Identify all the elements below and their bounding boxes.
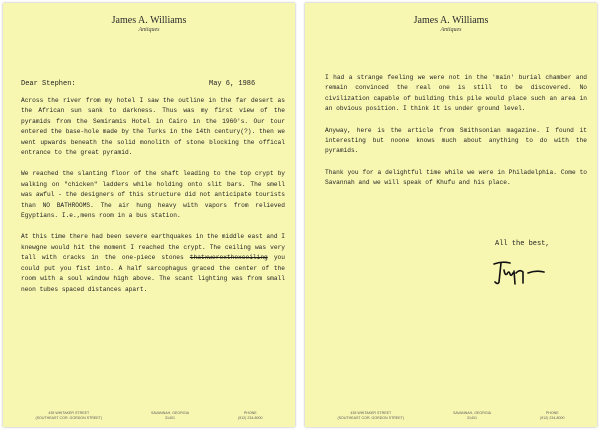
signature-image (490, 258, 550, 286)
paragraph: We reached the slanting floor of the shaft leading to the top crypt by walking on "chicken" ladders while holding onto slit bars. The smell was awful - the designers of this structure did not anticipate tourists than NO BATHROOMS. The air hung heavy with vapors from relieved Egyptians. I.e.,mens room in a bus station. (21, 170, 285, 220)
footer-phone: PHONE (912) 234-8000 (237, 411, 263, 420)
struck-out-text: thatxwerexthexceiling (189, 254, 268, 262)
paragraph-text: At this time there had been severe earthquakes in the middle east and I knewgne would hit the moment I reached the crypt. The ceiling was very tall with cracks in the one-piece stones (21, 233, 285, 262)
letterhead-subtitle: Antiques (440, 27, 462, 33)
letter-body-page-1 (21, 96, 285, 306)
letterhead-name: James A. Williams (111, 15, 187, 26)
letter-page-1 (3, 3, 295, 427)
letter-page-2 (305, 3, 597, 427)
closing: All the best, (495, 240, 550, 248)
paragraph-text: you could put you fist into. A half sarcophagus graced the center of the room with a soul window high above. The scant lighting was from small neon tubes spaced distances apart. (21, 254, 285, 293)
paragraph: Thank you for a delightful time while we were in Philadelphia. Come to Savannah and we will speak of Khufu and his place. (325, 168, 587, 187)
letter-date: May 6, 1986 (209, 80, 256, 88)
footer-address: 435 WHITAKER STREET (SOUTHEAST COR. GORDON STREET) (35, 411, 103, 420)
letter-body-page-2 (325, 73, 587, 200)
footer-city: SAVANNAH, GEORGIA 31401 (151, 411, 190, 420)
paragraph: Across the river from my hotel I saw the outline in the far desert as the African sun sank to darkness. Thus was my first view of the pyramids from the Semiramis Hotel in Cairo in the 1960's. Our tour entered the base-hole made by the Turks in the 14th century(?). then we went upwards beneath the solid monolith of stone blocking the offical entrance to the great pyramid. (21, 97, 285, 157)
footer-phone: PHONE (912) 234-8000 (539, 411, 565, 420)
letterhead-name: James A. Williams (413, 15, 489, 26)
footer-address: 435 WHITAKER STREET (SOUTHEAST COR. GORDON STREET) (337, 411, 405, 420)
salutation: Dear Stephen: (21, 80, 76, 88)
paragraph: I had a strange feeling we were not in the 'main' burial chamber and remain convinced the real one is still to be discovered. No civilization capable of building this pile would place such an area in an obvious position. I think it is under ground level. (325, 74, 587, 113)
paragraph (21, 232, 285, 294)
letterhead-footer (305, 411, 597, 421)
letterhead-subtitle: Antiques (138, 27, 160, 33)
letterhead-footer (3, 411, 295, 421)
paragraph: Anyway, here is the article from Smithsonian magazine. I found it interesting but noone knows much about anything to do with the pyramids. (325, 126, 587, 155)
footer-city: SAVANNAH, GEORGIA 31401 (453, 411, 492, 420)
